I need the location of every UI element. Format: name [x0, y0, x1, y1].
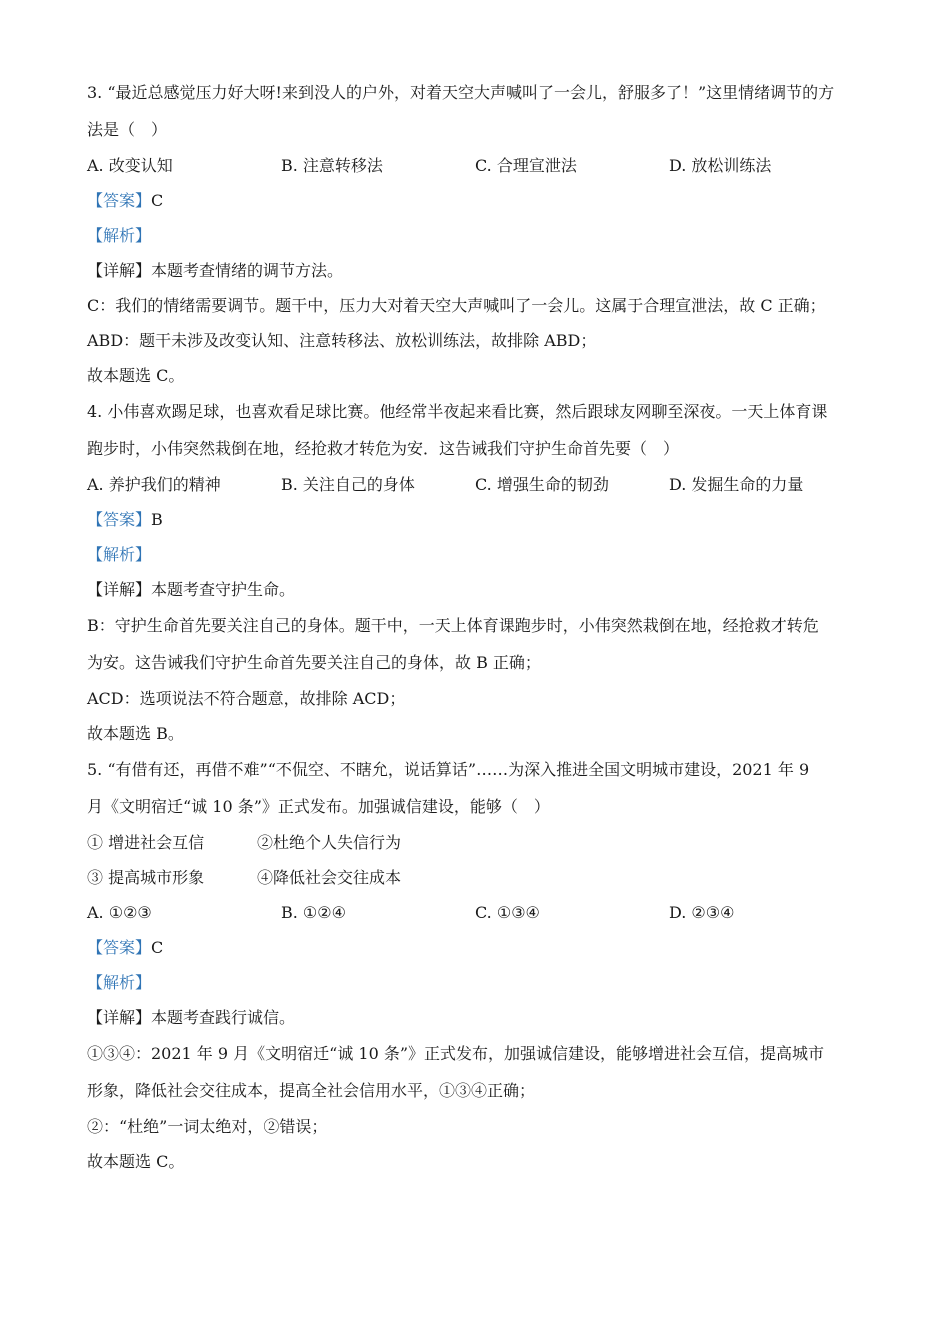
q4-explanation-2: ACD：选项说法不符合题意，故排除 ACD； [87, 689, 406, 708]
q5-option-b: B. ①②④ [281, 903, 346, 922]
q5-statements-row1 [87, 825, 867, 860]
q5-statement-1: ① 增进社会互信 [87, 833, 205, 852]
q5-stem-line1: 5. “有借有还，再借不难”“不侃空、不瞎允，说话算话”……为深入推进全国文明城市建设，2021 年 9 [87, 760, 810, 779]
q5-option-d: D. ②③④ [669, 903, 735, 922]
q4-stem-line1: 4. 小伟喜欢踢足球，也喜欢看足球比赛。他经常半夜起来看比赛，然后跟球友网聊至深夜。一天上体育课 [87, 402, 828, 421]
q5-answer-line [87, 930, 867, 965]
q5-options [87, 895, 867, 930]
q4-analysis-tag: 【解析】 [87, 545, 152, 564]
q3-detail: 【详解】本题考查情绪的调节方法。 [87, 261, 344, 280]
q5-statement-3: ③ 提高城市形象 [87, 868, 205, 887]
question-4 [87, 393, 867, 751]
q3-stem-line2: 法是（ ） [87, 120, 168, 139]
q4-answer-tag: 【答案】 [87, 510, 152, 529]
q3-explanation-1: C：我们的情绪需要调节。题干中，压力大对着天空大声喊叫了一会儿。这属于合理宣泄法，故 C 正确； [87, 296, 826, 315]
q3-analysis-tag: 【解析】 [87, 226, 152, 245]
q5-option-a: A. ①②③ [87, 903, 152, 922]
q3-option-b: B. 注意转移法 [281, 156, 383, 175]
q5-statement-2: ②杜绝个人失信行为 [257, 833, 402, 852]
q3-answer: C [151, 191, 164, 210]
question-5 [87, 751, 867, 1179]
q5-explanation-1-line1: ①③④：2021 年 9 月《文明宿迁“诚 10 条”》正式发布，加强诚信建设，能够增进社会互信，提高城市 [87, 1044, 825, 1063]
q5-answer: C [151, 938, 164, 957]
q4-explanation-1-line1: B：守护生命首先要关注自己的身体。题干中，一天上体育课跑步时，小伟突然栽倒在地，经抢救才转危 [87, 616, 819, 635]
q4-option-b: B. 关注自己的身体 [281, 475, 415, 494]
q3-option-a: A. 改变认知 [87, 156, 173, 175]
q3-answer-line [87, 183, 867, 218]
q4-answer-line [87, 502, 867, 537]
q4-explanation-1-line2: 为安。这告诫我们守护生命首先要关注自己的身体，故 B 正确； [87, 653, 541, 672]
q4-answer: B [151, 510, 163, 529]
q3-explanation-2: ABD：题干未涉及改变认知、注意转移法、放松训练法，故排除 ABD； [87, 331, 597, 350]
q3-option-c: C. 合理宣泄法 [475, 156, 577, 175]
q5-analysis-line [87, 965, 867, 1000]
q4-conclusion: 故本题选 B。 [87, 724, 184, 743]
document-page [87, 74, 867, 1179]
q5-explanation-2: ②：“杜绝”一词太绝对，②错误； [87, 1117, 328, 1136]
q5-stem-line2: 月《文明宿迁“诚 10 条”》正式发布。加强诚信建设，能够（ ） [87, 797, 550, 816]
q3-analysis-line [87, 218, 867, 253]
q4-stem-line2: 跑步时，小伟突然栽倒在地，经抢救才转危为安．这告诫我们守护生命首先要（ ） [87, 439, 680, 458]
q3-options [87, 148, 867, 183]
q5-statements-row2 [87, 860, 867, 895]
q4-option-c: C. 增强生命的韧劲 [475, 475, 609, 494]
q5-option-c: C. ①③④ [475, 903, 540, 922]
q3-conclusion: 故本题选 C。 [87, 366, 185, 385]
q5-statement-4: ④降低社会交往成本 [257, 868, 402, 887]
q5-answer-tag: 【答案】 [87, 938, 152, 957]
q5-analysis-tag: 【解析】 [87, 973, 152, 992]
q4-option-a: A. 养护我们的精神 [87, 475, 221, 494]
q5-conclusion: 故本题选 C。 [87, 1152, 185, 1171]
question-3 [87, 74, 867, 393]
q3-option-d: D. 放松训练法 [669, 156, 772, 175]
q5-detail: 【详解】本题考查践行诚信。 [87, 1008, 296, 1027]
q4-options [87, 467, 867, 502]
q5-explanation-1-line2: 形象，降低社会交往成本，提高全社会信用水平，①③④正确； [87, 1081, 536, 1100]
q4-option-d: D. 发掘生命的力量 [669, 475, 804, 494]
q4-detail: 【详解】本题考查守护生命。 [87, 580, 296, 599]
q4-analysis-line [87, 537, 867, 572]
q3-answer-tag: 【答案】 [87, 191, 152, 210]
q3-stem-line1: 3. “最近总感觉压力好大呀!来到没人的户外，对着天空大声喊叫了一会儿，舒服多了！”这里情绪调节的方 [87, 83, 835, 102]
